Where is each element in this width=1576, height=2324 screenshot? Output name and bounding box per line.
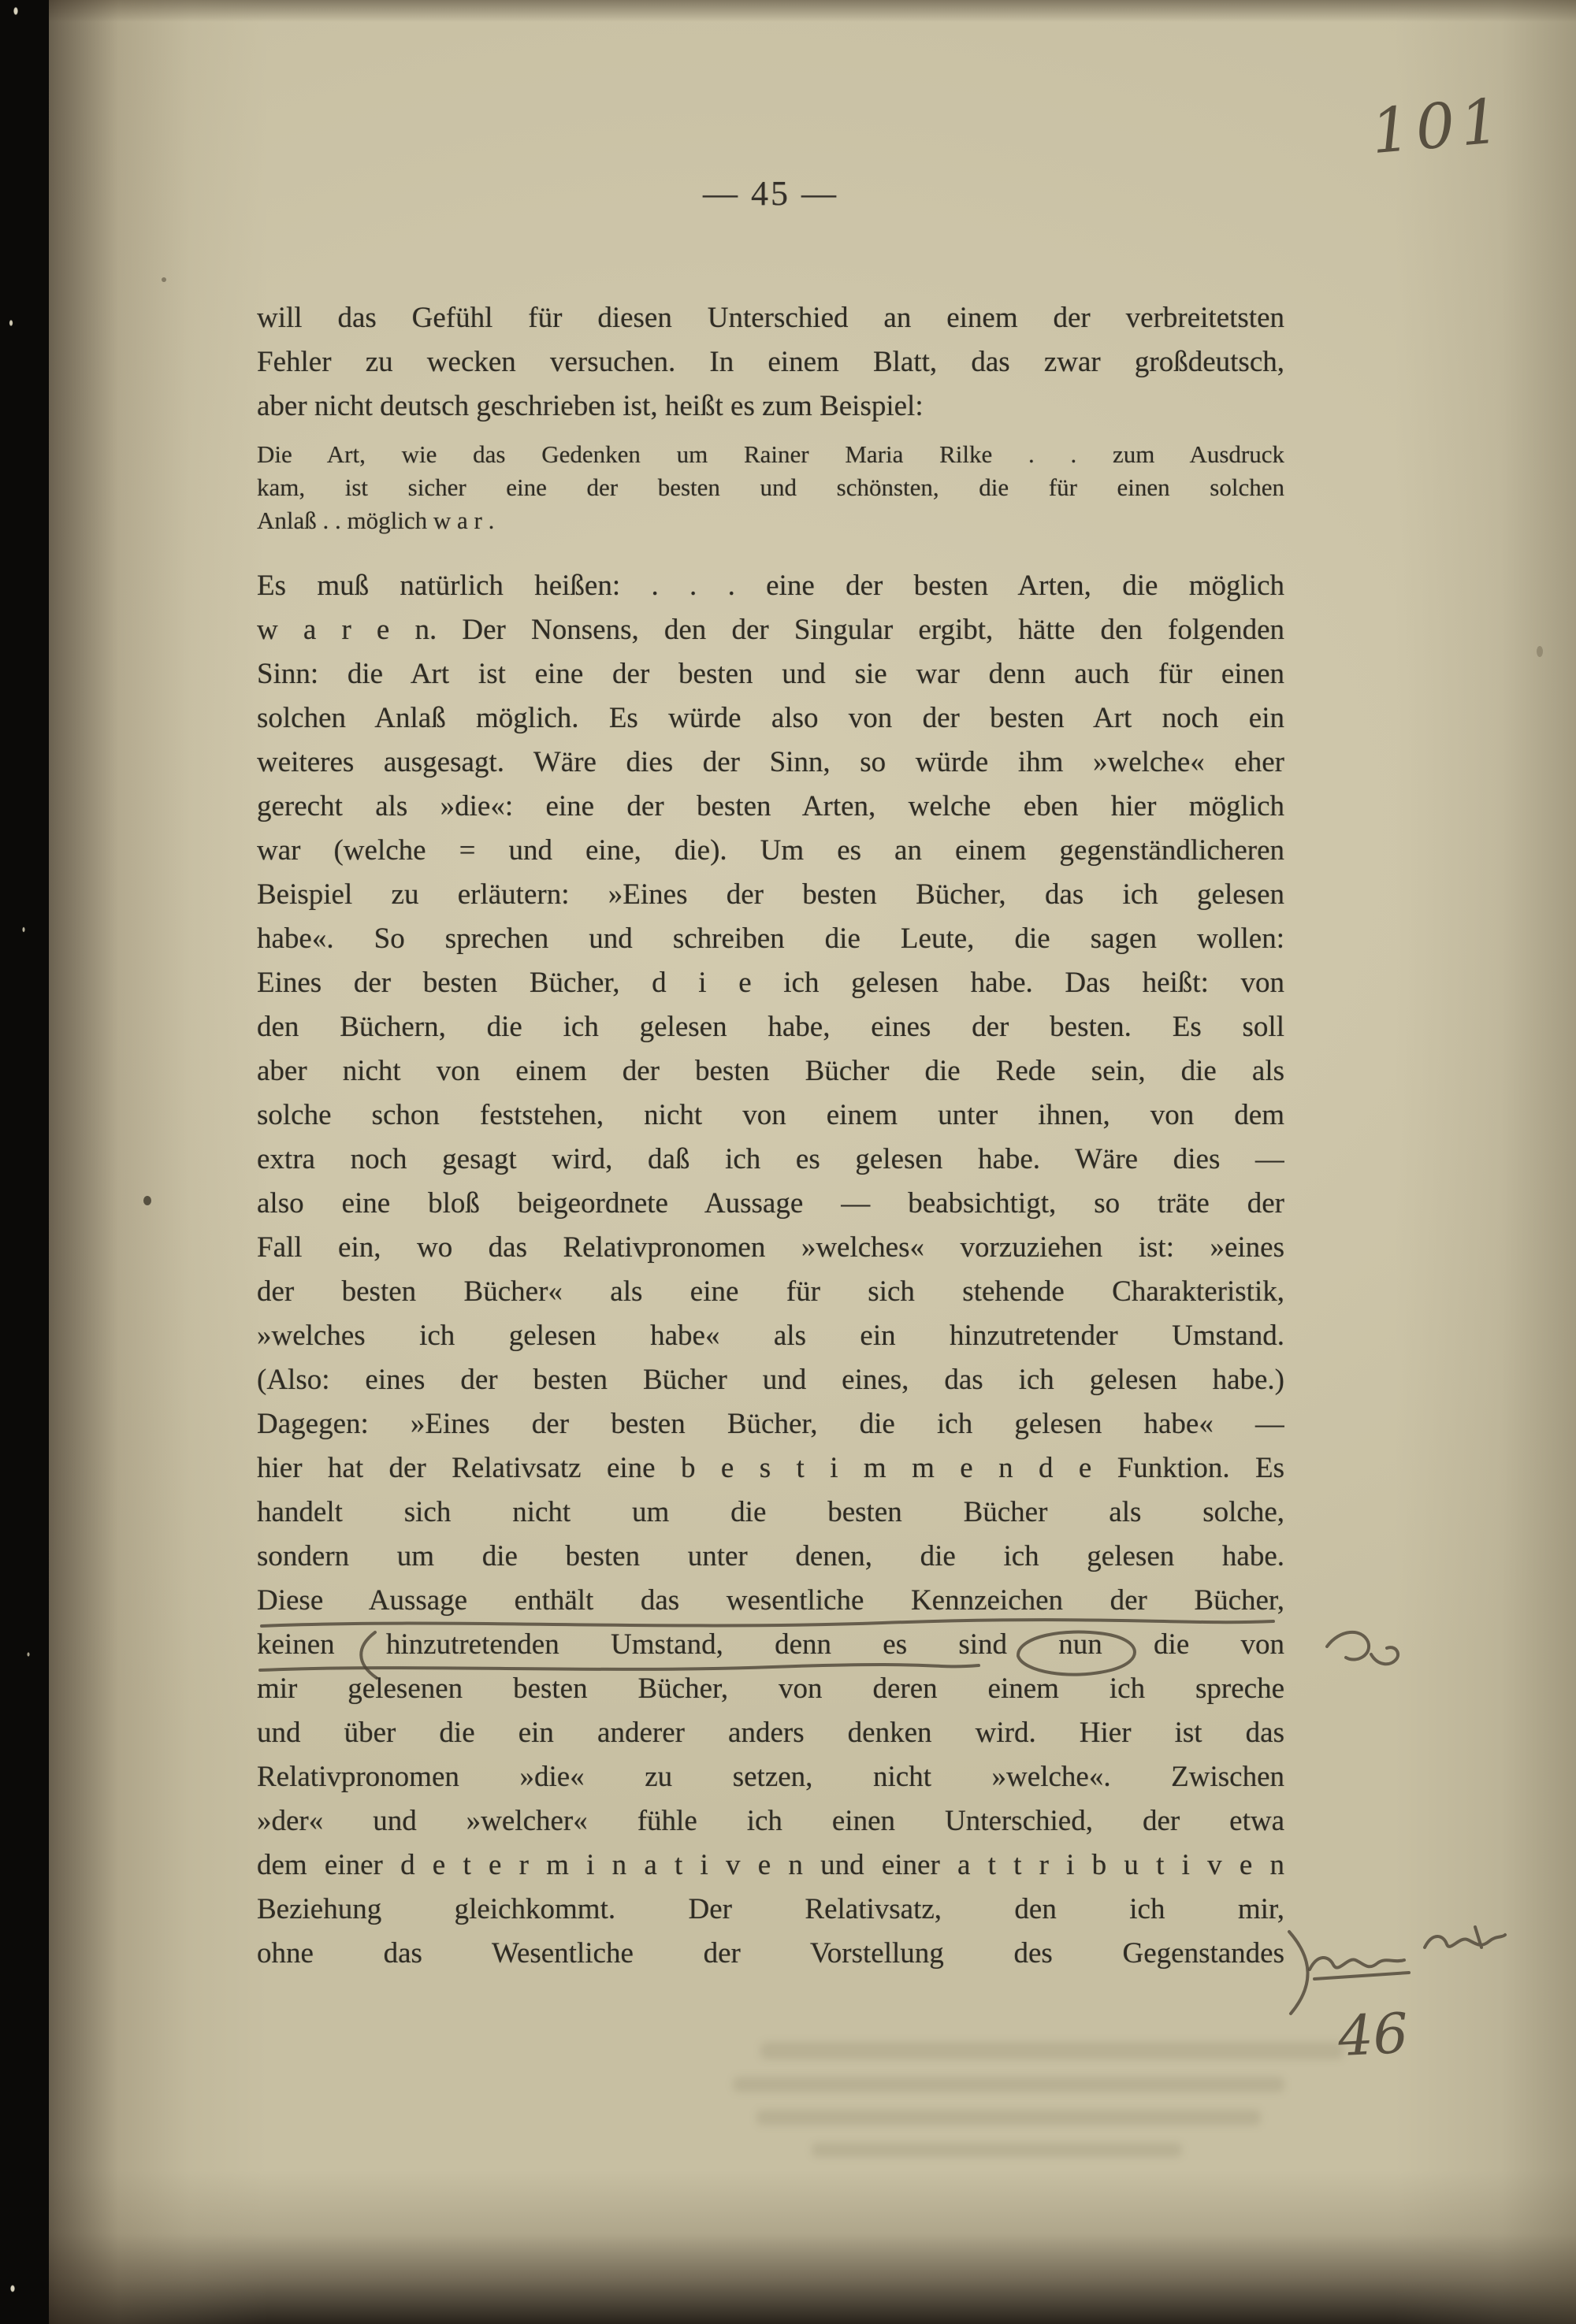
paper-stain	[162, 277, 166, 282]
text-line: hier hat der Relativsatz eine b e s t i m m e n d e Funktion. Es	[257, 1452, 1284, 1484]
quote-line: kam, ist sicher eine der besten und schönsten, die für einen solchen	[257, 473, 1284, 501]
text-line: handelt sich nicht um die besten Bücher als solche,	[257, 1496, 1284, 1528]
text-line: »der« und »welcher« fühle ich einen Unterschied, der etwa	[257, 1805, 1284, 1837]
bleedthrough-text-ghost	[756, 2110, 1261, 2125]
text-line: »welches ich gelesen habe« als ein hinzutretender Umstand.	[257, 1320, 1284, 1352]
text-line: Beziehung gleichkommt. Der Relativsatz, den ich mir,	[257, 1893, 1284, 1925]
text-line: aber nicht deutsch geschrieben ist, heißt es zum Beispiel:	[257, 390, 924, 422]
text-line: aber nicht von einem der besten Bücher die Rede sein, die als	[257, 1055, 1284, 1087]
quote-line: Anlaß . . möglich w a r .	[257, 507, 495, 534]
pencil-paren-close	[1289, 1932, 1308, 2014]
text-line: Fehler zu wecken versuchen. In einem Blatt, das zwar großdeutsch,	[257, 346, 1284, 378]
bleedthrough-text-ghost	[733, 2077, 1284, 2092]
block-quote-small-print	[257, 438, 1284, 537]
text-line: den Büchern, die ich gelesen habe, eines der besten. Es soll	[257, 1011, 1284, 1043]
text-block	[257, 296, 1284, 1976]
text-line: Eines der besten Bücher, d i e ich gelesen habe. Das heißt: von	[257, 967, 1284, 999]
pencil-margin-squiggle	[1327, 1632, 1398, 1664]
text-line: der besten Bücher« als eine für sich stehende Charakteristik,	[257, 1275, 1284, 1308]
text-line: gerecht als »die«: eine der besten Arten, welche eben hier möglich	[257, 790, 1284, 822]
paper-stain	[143, 1196, 151, 1205]
text-line: Beispiel zu erläutern: »Eines der besten Bücher, das ich gelesen	[257, 878, 1284, 911]
handwritten-page-ref: 46	[1336, 2000, 1411, 2070]
text-line: weiteres ausgesagt. Wäre dies der Sinn, so würde ihm »welche« eher	[257, 746, 1284, 778]
text-line: Diese Aussage enthält das wesentliche Kennzeichen der Bücher,	[257, 1584, 1284, 1617]
text-line: und über die ein anderer anders denken wird. Hier ist das	[257, 1717, 1284, 1749]
text-line: solche schon feststehen, nicht von einem unter ihnen, von dem	[257, 1099, 1284, 1131]
bleedthrough-text-ghost	[760, 2042, 1344, 2059]
text-line: war (welche = und eine, die). Um es an einem gegenständlicheren	[257, 834, 1284, 867]
text-line: also eine bloß beigeordnete Aussage — beabsichtigt, so träte der	[257, 1187, 1284, 1220]
page-number: — 45 —	[703, 174, 838, 213]
text-line: Es muß natürlich heißen: . . . eine der besten Arten, die möglich	[257, 570, 1284, 602]
text-line: keinen hinzutretenden Umstand, denn es sind nun die von	[257, 1628, 1284, 1661]
quote-line: Die Art, wie das Gedenken um Rainer Maria Rilke . . zum Ausdruck	[257, 440, 1284, 468]
text-line: mir gelesenen besten Bücher, von deren einem ich spreche	[257, 1672, 1284, 1705]
text-line: Relativpronomen »die« zu setzen, nicht »welche«. Zwischen	[257, 1761, 1284, 1793]
text-line: Dagegen: »Eines der besten Bücher, die ich gelesen habe« —	[257, 1408, 1284, 1440]
paragraph-intro	[257, 296, 1284, 429]
paper-stain	[1537, 646, 1543, 657]
pencil-scribble-1	[1310, 1958, 1409, 1979]
text-line: solchen Anlaß möglich. Es würde also von der besten Art noch ein	[257, 702, 1284, 734]
pencil-scribble-2	[1425, 1927, 1505, 1947]
handwritten-folio-number: 101	[1368, 85, 1508, 169]
bleedthrough-text-ghost	[812, 2143, 1182, 2157]
text-line: will das Gefühl für diesen Unterschied an einem der verbreitetsten	[257, 302, 1284, 334]
text-line: sondern um die besten unter denen, die ich gelesen habe.	[257, 1540, 1284, 1572]
text-line: dem einer d e t e r m i n a t i v e n und einer a t t r i b u t i v e n	[257, 1849, 1284, 1881]
scan-left-film-edge	[0, 0, 49, 2324]
text-line: (Also: eines der besten Bücher und eines, das ich gelesen habe.)	[257, 1364, 1284, 1396]
text-line: Sinn: die Art ist eine der besten und sie war denn auch für einen	[257, 658, 1284, 690]
text-line: ohne das Wesentliche der Vorstellung des Gegenstandes	[257, 1937, 1284, 1969]
text-line: habe«. So sprechen und schreiben die Leute, die sagen wollen:	[257, 923, 1284, 955]
text-line: extra noch gesagt wird, daß ich es gelesen habe. Wäre dies —	[257, 1143, 1284, 1175]
text-line: Fall ein, wo das Relativpronomen »welches« vorzuziehen ist: »eines	[257, 1231, 1284, 1264]
text-line: w a r e n. Der Nonsens, den der Singular ergibt, hätte den folgenden	[257, 614, 1284, 646]
paragraph-main	[257, 564, 1284, 1976]
